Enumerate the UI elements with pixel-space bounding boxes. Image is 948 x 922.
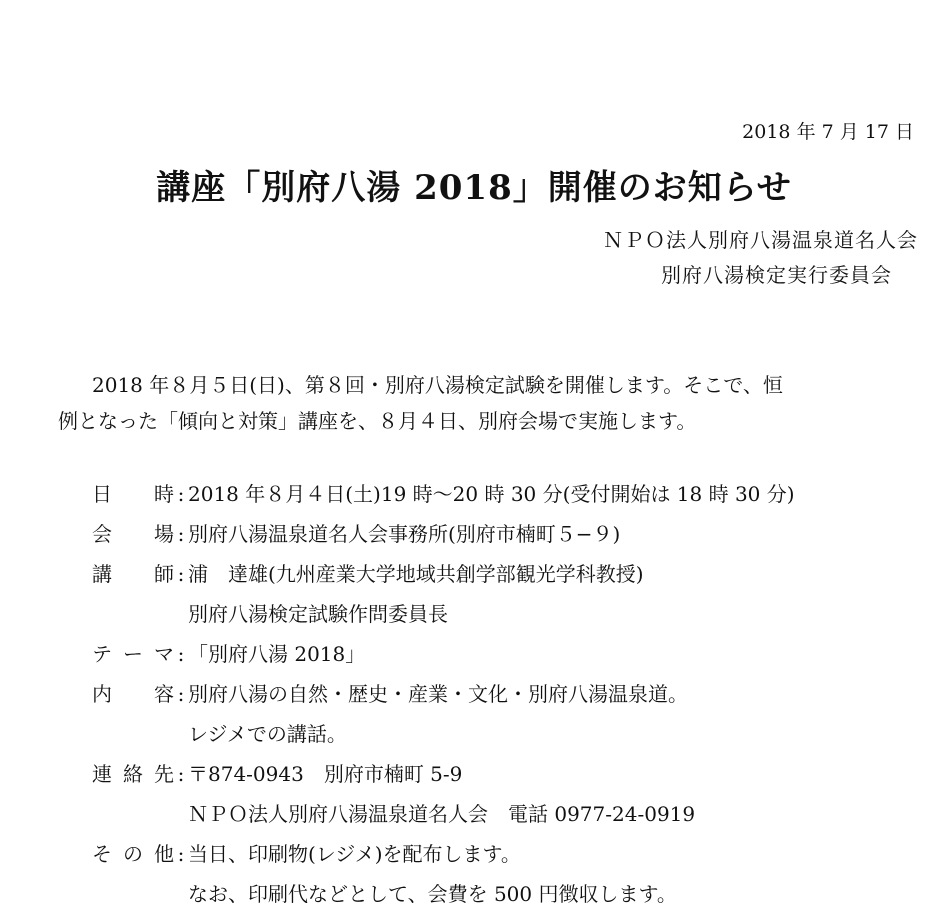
detail-colon: : — [177, 682, 185, 706]
detail-row-contact — [92, 754, 795, 794]
detail-value-venue: 別府八湯温泉道名人会事務所(別府市楠町５−９) — [188, 522, 621, 546]
detail-row-content — [92, 674, 795, 714]
detail-value-datetime: 2018 年８月４日(土)19 時～20 時 30 分(受付開始は 18 時 30 分) — [188, 482, 795, 506]
intro-line-2: 例となった「傾向と対策」講座を、８月４日、別府会場で実施します。 — [58, 409, 697, 433]
detail-label-venue: 会 場 — [92, 522, 174, 546]
organizer-name: ＮＰＯ法人別府八湯温泉道名人会 — [603, 228, 918, 252]
detail-value-lecturer-title: 別府八湯検定試験作問委員長 — [188, 602, 448, 626]
detail-colon: : — [177, 842, 185, 866]
detail-value-contact-address: 〒874-0943 別府市楠町 5-9 — [188, 762, 463, 786]
detail-row-other-2 — [92, 874, 795, 914]
detail-row-other — [92, 834, 795, 874]
document-title: 講座「別府八湯 2018」開催のお知らせ — [156, 168, 792, 208]
event-details — [92, 474, 795, 914]
detail-colon: : — [177, 522, 185, 546]
intro-paragraph — [58, 367, 918, 439]
detail-colon: : — [177, 562, 185, 586]
detail-label-theme: テーマ — [92, 642, 174, 666]
detail-label-other: その他 — [92, 842, 174, 866]
detail-colon: : — [177, 642, 185, 666]
detail-value-other: 当日、印刷物(レジメ)を配布します。 — [188, 842, 521, 866]
document-date: 2018 年 7 月 17 日 — [742, 121, 914, 143]
intro-line-1: 2018 年８月５日(日)、第８回・別府八湯検定試験を開催します。そこで、恒 — [92, 373, 783, 397]
detail-label-contact: 連絡先 — [92, 762, 174, 786]
detail-row-theme — [92, 634, 795, 674]
detail-value-lecturer: 浦 達雄(九州産業大学地域共創学部観光学科教授) — [188, 562, 644, 586]
detail-row-venue — [92, 514, 795, 554]
detail-row-content-2 — [92, 714, 795, 754]
detail-value-other-2: なお、印刷代などとして、会費を 500 円徴収します。 — [188, 882, 677, 906]
detail-value-theme: 「別府八湯 2018」 — [188, 642, 366, 666]
detail-colon: : — [177, 482, 185, 506]
detail-value-content-2: レジメでの講話。 — [188, 722, 347, 746]
organizer-committee: 別府八湯検定実行委員会 — [661, 263, 892, 287]
detail-row-lecturer-title — [92, 594, 795, 634]
detail-row-datetime — [92, 474, 795, 514]
detail-colon: : — [177, 762, 185, 786]
detail-label-content: 内 容 — [92, 682, 174, 706]
detail-label-lecturer: 講 師 — [92, 562, 174, 586]
detail-value-contact-phone: ＮＰＯ法人別府八湯温泉道名人会 電話 0977-24-0919 — [188, 802, 696, 826]
detail-label-datetime: 日 時 — [92, 482, 174, 506]
detail-value-content: 別府八湯の自然・歴史・産業・文化・別府八湯温泉道。 — [188, 682, 688, 706]
detail-row-lecturer — [92, 554, 795, 594]
detail-row-contact-2 — [92, 794, 795, 834]
